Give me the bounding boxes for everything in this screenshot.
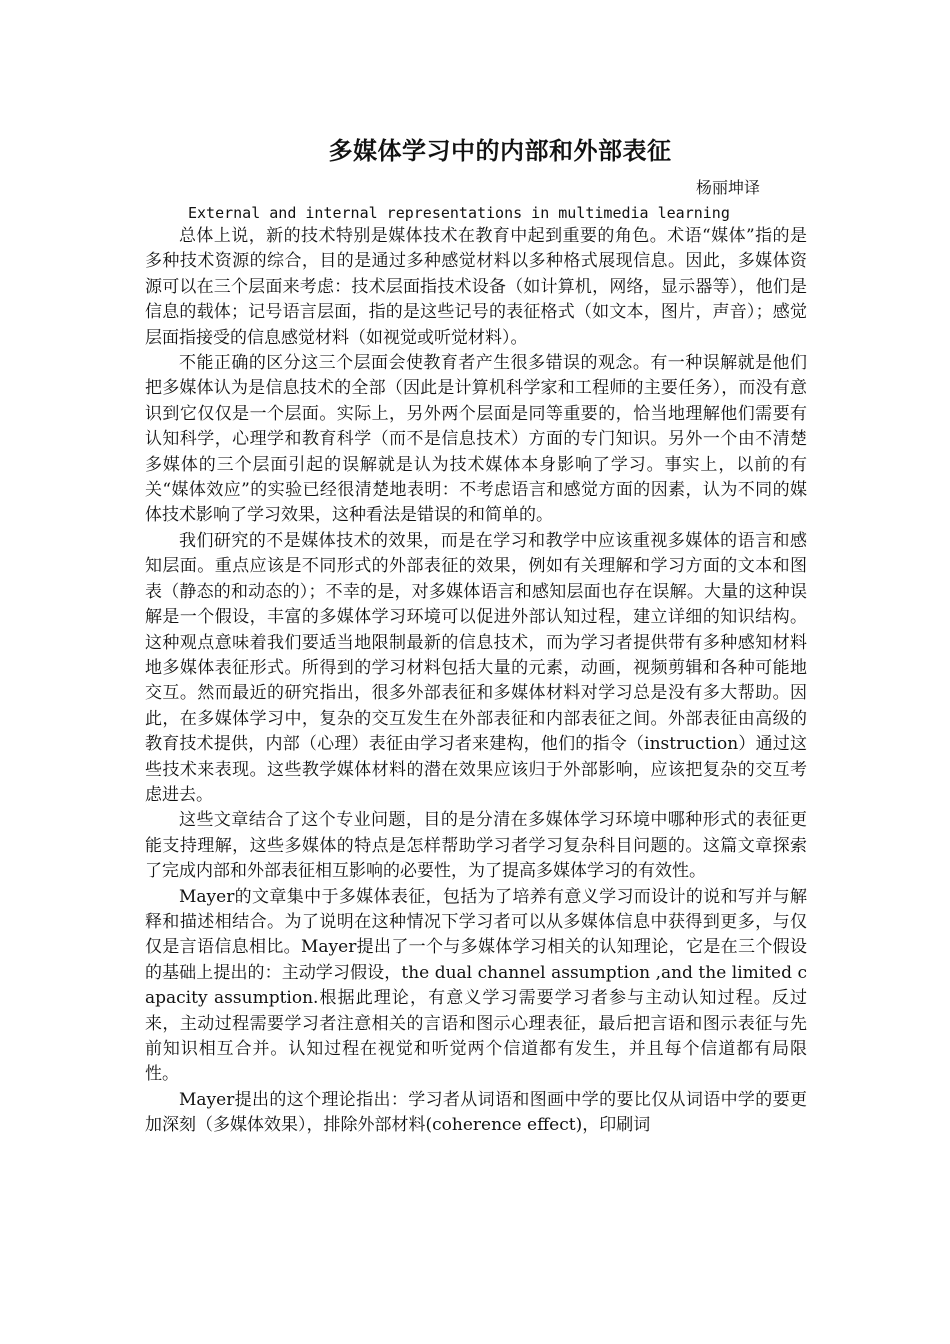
document-title: 多媒体学习中的内部和外部表征	[328, 137, 672, 165]
document-body	[145, 224, 807, 1139]
paragraph-2: 不能正确的区分这三个层面会使教育者产生很多错误的观念。有一种误解就是他们把多媒体认为是信息技术的全部（因此是计算机科学家和工程师的主要任务），而没有意识到它仅仅是一个层面。实际上，另外两个层面是同等重要的，恰当地理解他们需要有认知科学，心理学和教育科学（而不是信息技术）方面的专门知识。另外一个由不清楚多媒体的三个层面引起的误解就是认为技术媒体本身影响了学习。事实上，以前的有关“媒体效应”的实验已经很清楚地表明：不考虑语言和感觉方面的因素，认为不同的媒体技术影响了学习效果，这种看法是错误的和简单的。	[145, 353, 807, 526]
translator-credit: 杨丽坤译	[695, 178, 760, 197]
paragraph-6: Mayer提出的这个理论指出：学习者从词语和图画中学的要比仅从词语中学的要更加深刻（多媒体效果），排除外部材料(coherence effect)，印刷词	[145, 1089, 807, 1136]
paragraph-4: 这些文章结合了这个专业问题，目的是分清在多媒体学习环境中哪种形式的表征更能支持理解，这些多媒体的特点是怎样帮助学习者学习复杂科目问题的。这篇文章探索了完成内部和外部表征相互影响的必要性，为了提高多媒体学习的有效性。	[145, 810, 807, 882]
english-subtitle: External and internal representations in multimedia learning	[188, 204, 730, 222]
paragraph-3: 我们研究的不是媒体技术的效果，而是在学习和教学中应该重视多媒体的语言和感知层面。重点应该是不同形式的外部表征的效果，例如有关理解和学习方面的文本和图表（静态的和动态的）；不幸的是，对多媒体语言和感知层面也存在误解。大量的这种误解是一个假设，丰富的多媒体学习环境可以促进外部认知过程，建立详细的知识结构。这种观点意味着我们要适当地限制最新的信息技术，而为学习者提供带有多种感知材料地多媒体表征形式。所得到的学习材料包括大量的元素，动画，视频剪辑和各种可能地交互。然而最近的研究指出，很多外部表征和多媒体材料对学习总是没有多大帮助。因此，在多媒体学习中，复杂的交互发生在外部表征和内部表征之间。外部表征由高级的教育技术提供，内部（心理）表征由学习者来建构，他们的指令（instruction）通过这些技术来表现。这些教学媒体材料的潜在效果应该归于外部影响，应该把复杂的交互考虑进去。	[145, 530, 807, 805]
paragraph-5: Mayer的文章集中于多媒体表征，包括为了培养有意义学习而设计的说和写并与解释和描述相结合。为了说明在这种情况下学习者可以从多媒体信息中获得到更多，与仅仅是言语信息相比。Mayer提出了一个与多媒体学习相关的认知理论，它是在三个假设的基础上提出的：主动学习假设，the dual channel assumption ,and the limited capacity assumption.根据此理论，有意义学习需要学习者参与主动认知过程。反过来，主动过程需要学习者注意相关的言语和图示心理表征，最后把言语和图示表征与先前知识相互合并。认知过程在视觉和听觉两个信道都有发生，并且每个信道都有局限性。	[145, 886, 807, 1085]
paragraph-1: 总体上说，新的技术特别是媒体技术在教育中起到重要的角色。术语“媒体”指的是多种技术资源的综合，目的是通过多种感觉材料以多种格式展现信息。因此，多媒体资源可以在三个层面来考虑：技术层面指技术设备（如计算机，网络，显示器等），他们是信息的载体；记号语言层面，指的是这些记号的表征格式（如文本，图片，声音）；感觉层面指接受的信息感觉材料（如视觉或听觉材料）。	[145, 226, 807, 348]
